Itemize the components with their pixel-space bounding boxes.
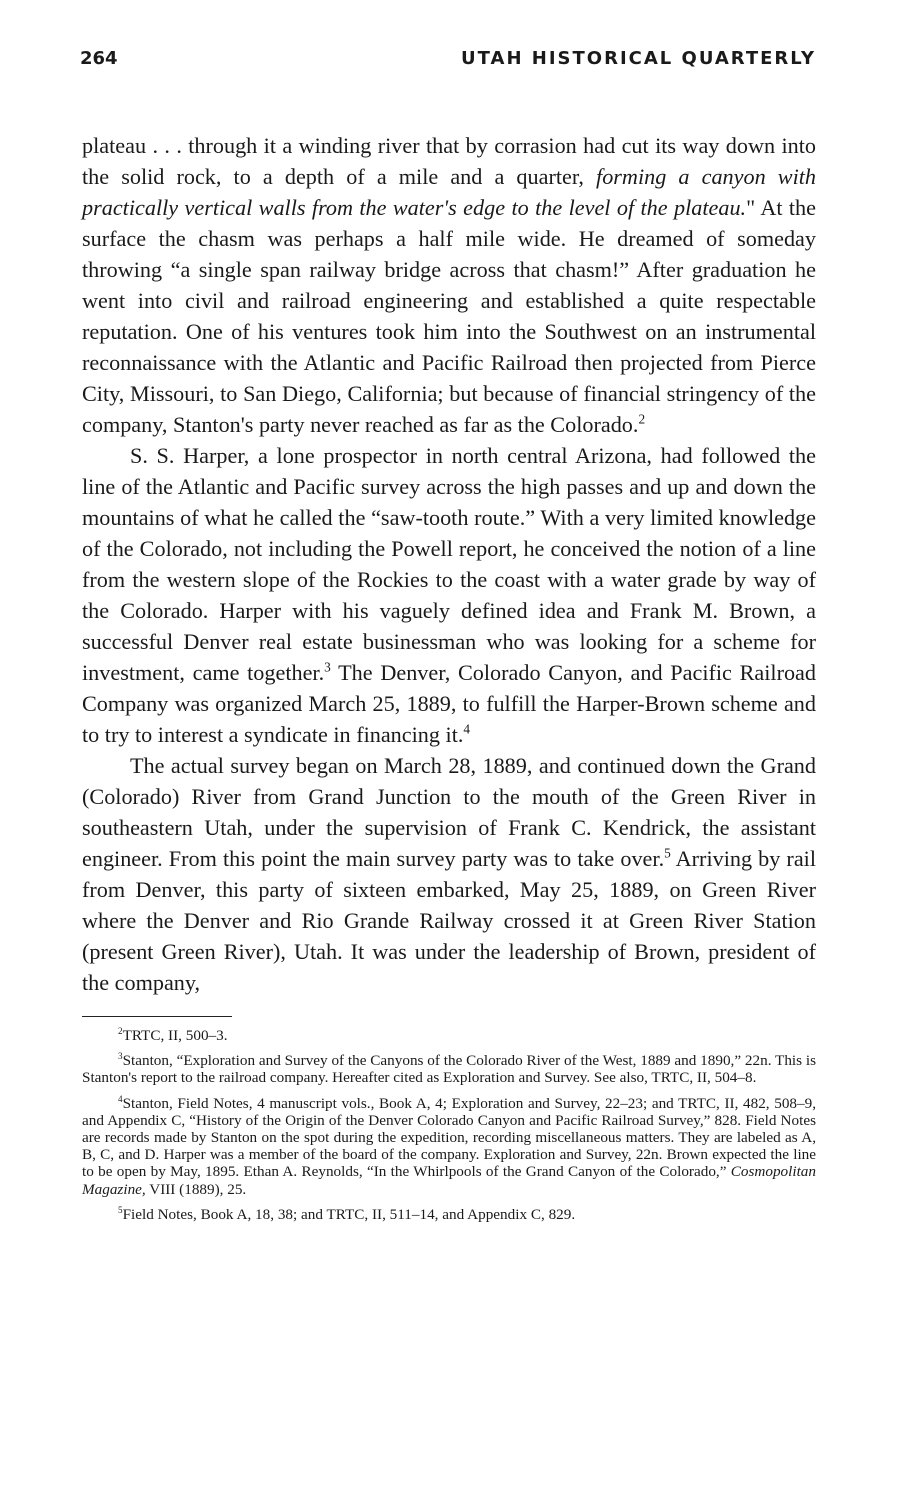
footnote-4-text: Stanton, Field Notes, 4 manuscript vols., Book A, 4; Exploration and Survey, 22–23; and TRTC, II, 482, 508–9, and Appendix C, “History of the Origin of the Denver Colorado Canyon and Pacific Railroad Survey,” 828. Field Notes are records made by Stanton on the spot during the expedition, recording miscellaneous matters. They are labeled as A, B, C, and D. Harper was a member of the board of the company. Exploration and Survey, 22n. Brown expected the line to be open by May, 1895. Ethan A. Reynolds, “In the Whirlpools of the Grand Canyon of the Colorado,” [82, 1094, 816, 1181]
paragraph-1-text-a: plateau . . . through it a winding river that by corrasion had cut its way down into the solid rock, to a depth of a mile and a quarter, [82, 133, 816, 189]
footnote-3-number: 3 [118, 1051, 123, 1062]
footnote-ref-4: 4 [463, 721, 471, 737]
paragraph-1-emphasis: forming a canyon with practically vertical walls from the water's edge to the level of the plateau. [82, 164, 817, 220]
footnote-4-text-end: VIII (1889), 25. [145, 1180, 247, 1198]
journal-title: UTAH HISTORICAL QUARTERLY [461, 48, 816, 69]
paragraph-2-text-b: The Denver, Colorado Canyon, and Pacific Railroad Company was organized March 25, 1889, to fulfill the Harper-Brown scheme and to try to interest a syndicate in financing it. [82, 660, 816, 747]
footnote-divider [82, 1016, 232, 1017]
footnote-5-text: Field Notes, Book A, 18, 38; and TRTC, II, 511–14, and Appendix C, 829. [122, 1205, 576, 1223]
footnote-3-text: Stanton, “Exploration and Survey of the Canyons of the Colorado River of the West, 1889 and 1890,” 22n. This is Stanton's report to the railroad company. Hereafter cited as Exploration and Survey. See also, TRTC, II, 504–8. [82, 1052, 816, 1087]
paragraph-3 [82, 750, 816, 998]
footnote-5-number: 5 [118, 1204, 123, 1215]
footnote-5 [82, 1206, 816, 1223]
footnote-2 [82, 1027, 816, 1044]
footnote-4-number: 4 [118, 1093, 123, 1104]
footnote-4-journal: Cosmopolitan Magazine, [82, 1163, 816, 1198]
body-text [82, 130, 816, 998]
footnote-ref-2: 2 [638, 411, 646, 427]
running-head [80, 48, 816, 88]
page-number: 264 [80, 48, 118, 69]
footnote-ref-3: 3 [324, 659, 331, 675]
paragraph-2 [82, 440, 816, 750]
footnote-ref-5: 5 [664, 845, 671, 861]
page [82, 48, 816, 1231]
paragraph-3-text-a: The actual survey began on March 28, 1889, and continued down the Grand (Colorado) River from Grand Junction to the mouth of the Green River in southeastern Utah, under the supervision of Frank C. Kendrick, the assistant engineer. From this point the main survey party was to take over. [82, 753, 816, 871]
paragraph-1-text-b: " At the surface the chasm was perhaps a half mile wide. He dreamed of someday throwing “a single span railway bridge across that chasm!” After graduation he went into civil and railroad engineering and established a quite respectable reputation. One of his ventures took him into the Southwest on an instrumental reconnaissance with the Atlantic and Pacific Railroad then projected from Pierce City, Missouri, to San Diego, California; but because of financial stringency of the company, Stanton's party never reached as far as the Colorado. [82, 195, 816, 437]
footnote-2-number: 2 [118, 1025, 123, 1036]
footnotes [82, 1027, 816, 1223]
footnote-4 [82, 1095, 816, 1198]
paragraph-2-text-a: S. S. Harper, a lone prospector in north central Arizona, had followed the line of the Atlantic and Pacific survey across the high passes and up and down the mountains of what he called the “saw-tooth route.” With a very limited knowledge of the Colorado, not including the Powell report, he conceived the notion of a line from the western slope of the Rockies to the coast with a water grade by way of the Colorado. Harper with his vaguely defined idea and Frank M. Brown, a successful Denver real estate businessman who was looking for a scheme for investment, came together. [82, 443, 816, 685]
footnote-2-text: TRTC, II, 500–3. [122, 1027, 228, 1044]
footnote-3 [82, 1052, 816, 1086]
paragraph-1 [82, 130, 816, 440]
paragraph-3-text-b: Arriving by rail from Denver, this party of sixteen embarked, May 25, 1889, on Green River where the Denver and Rio Grande Railway crossed it at Green River Station (present Green River), Utah. It was under the leadership of Brown, president of the company, [82, 846, 816, 995]
